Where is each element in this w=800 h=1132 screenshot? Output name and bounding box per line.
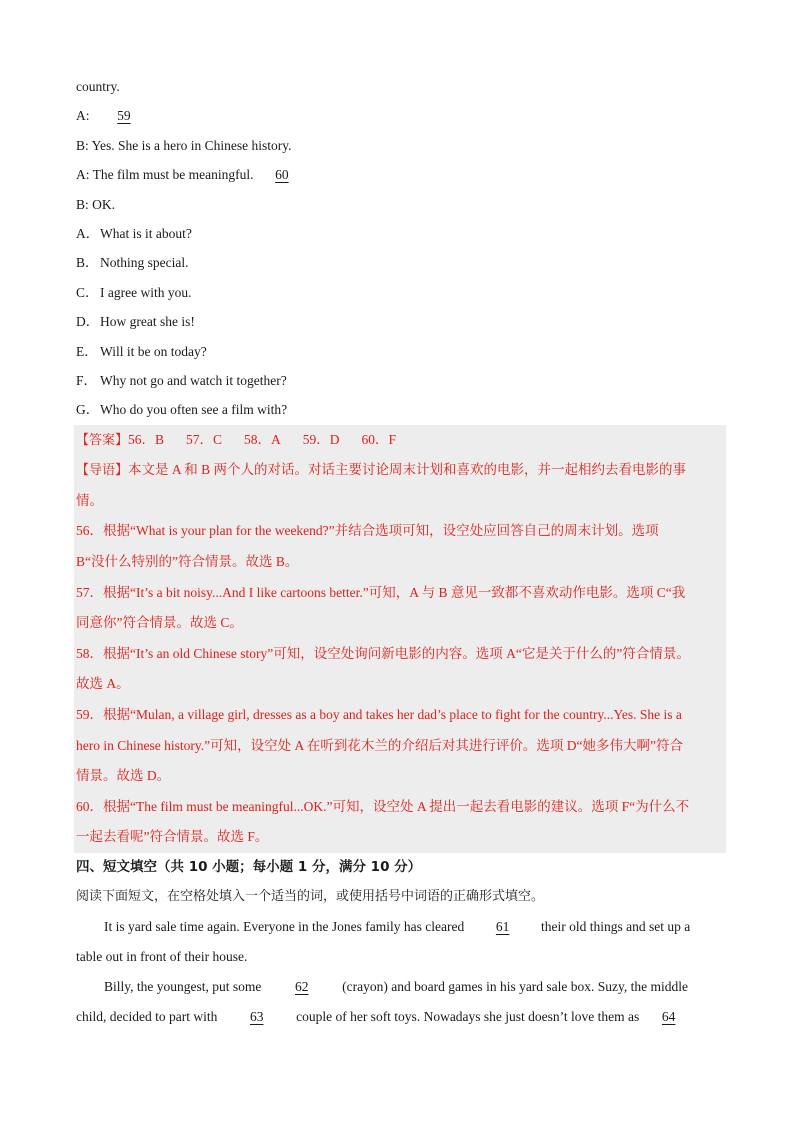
option-g: G．Who do you often see a film with? bbox=[76, 402, 288, 418]
explanation-59-cont2: 情景。故选 D。 bbox=[76, 768, 171, 784]
passage bbox=[76, 912, 726, 1033]
document-page bbox=[76, 72, 726, 1033]
explanation-58: 58．根据“It’s an old Chinese story”可知，设空处询问新电影的内容。选项 A“它是关于什么的”符合情景。 bbox=[76, 645, 690, 661]
answer-explanation-box bbox=[74, 425, 726, 853]
explanation-60-cont: 一起去看呢”符合情景。故选 F。 bbox=[76, 829, 269, 845]
option-e: E． Will it be on today? bbox=[76, 343, 207, 359]
explanation-57-cont: 同意你”符合情景。故选 C。 bbox=[76, 615, 243, 631]
option-c: C．I agree with you. bbox=[76, 284, 192, 300]
answer-line: 【答案】56．B 57．C 58．A 59．D 60．F bbox=[76, 431, 397, 448]
section-title: 四、短文填空（共 10 小题；每小题 1 分，满分 10 分） bbox=[76, 859, 422, 875]
passage-line: table out in front of their house. bbox=[76, 948, 248, 964]
explanation-58-cont: 故选 A。 bbox=[76, 676, 130, 692]
option-a: A．What is it about? bbox=[76, 225, 192, 241]
explanation-60: 60．根据“The film must be meaningful...OK.”可知，设空处 A 提出一起去看电影的建议。选项 F“为什么不 bbox=[76, 798, 690, 814]
dialogue-line: country. bbox=[76, 79, 120, 94]
dialogue-line-a60: A: The film must be meaningful. 60 bbox=[76, 160, 726, 189]
blank-62[interactable]: 62 bbox=[295, 979, 309, 995]
explanation-56: 56．根据“What is your plan for the weekend?”并结合选项可知，设空处应回答自己的周末计划。选项 bbox=[76, 523, 659, 539]
blank-64[interactable]: 64 bbox=[661, 1009, 676, 1025]
passage-line: It is yard sale time again. Everyone in the Jones family has cleared 61 their old things and set up a bbox=[76, 912, 726, 942]
guide-tag: 【导语】 bbox=[76, 463, 129, 479]
answer-tag: 【答案】 bbox=[76, 432, 129, 448]
blank-63[interactable]: 63 bbox=[249, 1009, 264, 1025]
passage-line: Billy, the youngest, put some 62 (crayon) and board games in his yard sale box. Suzy, the middle bbox=[76, 972, 726, 1002]
option-b: B．Nothing special. bbox=[76, 255, 189, 271]
dialogue-line: B: Yes. She is a hero in Chinese history. bbox=[76, 137, 292, 153]
blank-59[interactable]: 59 bbox=[117, 108, 131, 124]
explanation-59-cont: hero in Chinese history.”可知，设空处 A 在听到花木兰的介绍后对其进行评价。选项 D“她多伟大啊”符合 bbox=[76, 737, 683, 753]
option-d: D．How great she is! bbox=[76, 314, 195, 330]
section-instruction: 阅读下面短文，在空格处填入一个适当的词，或使用括号中词语的正确形式填空。 bbox=[76, 889, 545, 905]
explanation-57: 57．根据“It’s a bit noisy...And I like cartoons better.”可知，A 与 B 意见一致都不喜欢动作电影。选项 C“我 bbox=[76, 584, 686, 600]
explanation-59: 59．根据“Mulan, a village girl, dresses as a boy and takes her dad’s place to fight for the country...Yes. She is a bbox=[76, 707, 682, 723]
guide-line: 【导语】本文是 A 和 B 两个人的对话。对话主要讨论周末计划和喜欢的电影，并一起相约去看电影的事 bbox=[76, 462, 687, 479]
dialogue-line-a59: A: 59 bbox=[76, 101, 726, 130]
blank-61[interactable]: 61 bbox=[495, 918, 510, 934]
option-f: F． Why not go and watch it together? bbox=[76, 372, 287, 388]
passage-line: child, decided to part with 63 couple of her soft toys. Nowadays she just doesn’t love them as 64 bbox=[76, 1002, 726, 1032]
guide-line-2: 情。 bbox=[76, 492, 103, 508]
explanation-56-cont: B“没什么特别的”符合情景。故选 B。 bbox=[76, 554, 299, 570]
blank-60[interactable]: 60 bbox=[275, 167, 289, 183]
dialogue-line: B: OK. bbox=[76, 196, 116, 212]
